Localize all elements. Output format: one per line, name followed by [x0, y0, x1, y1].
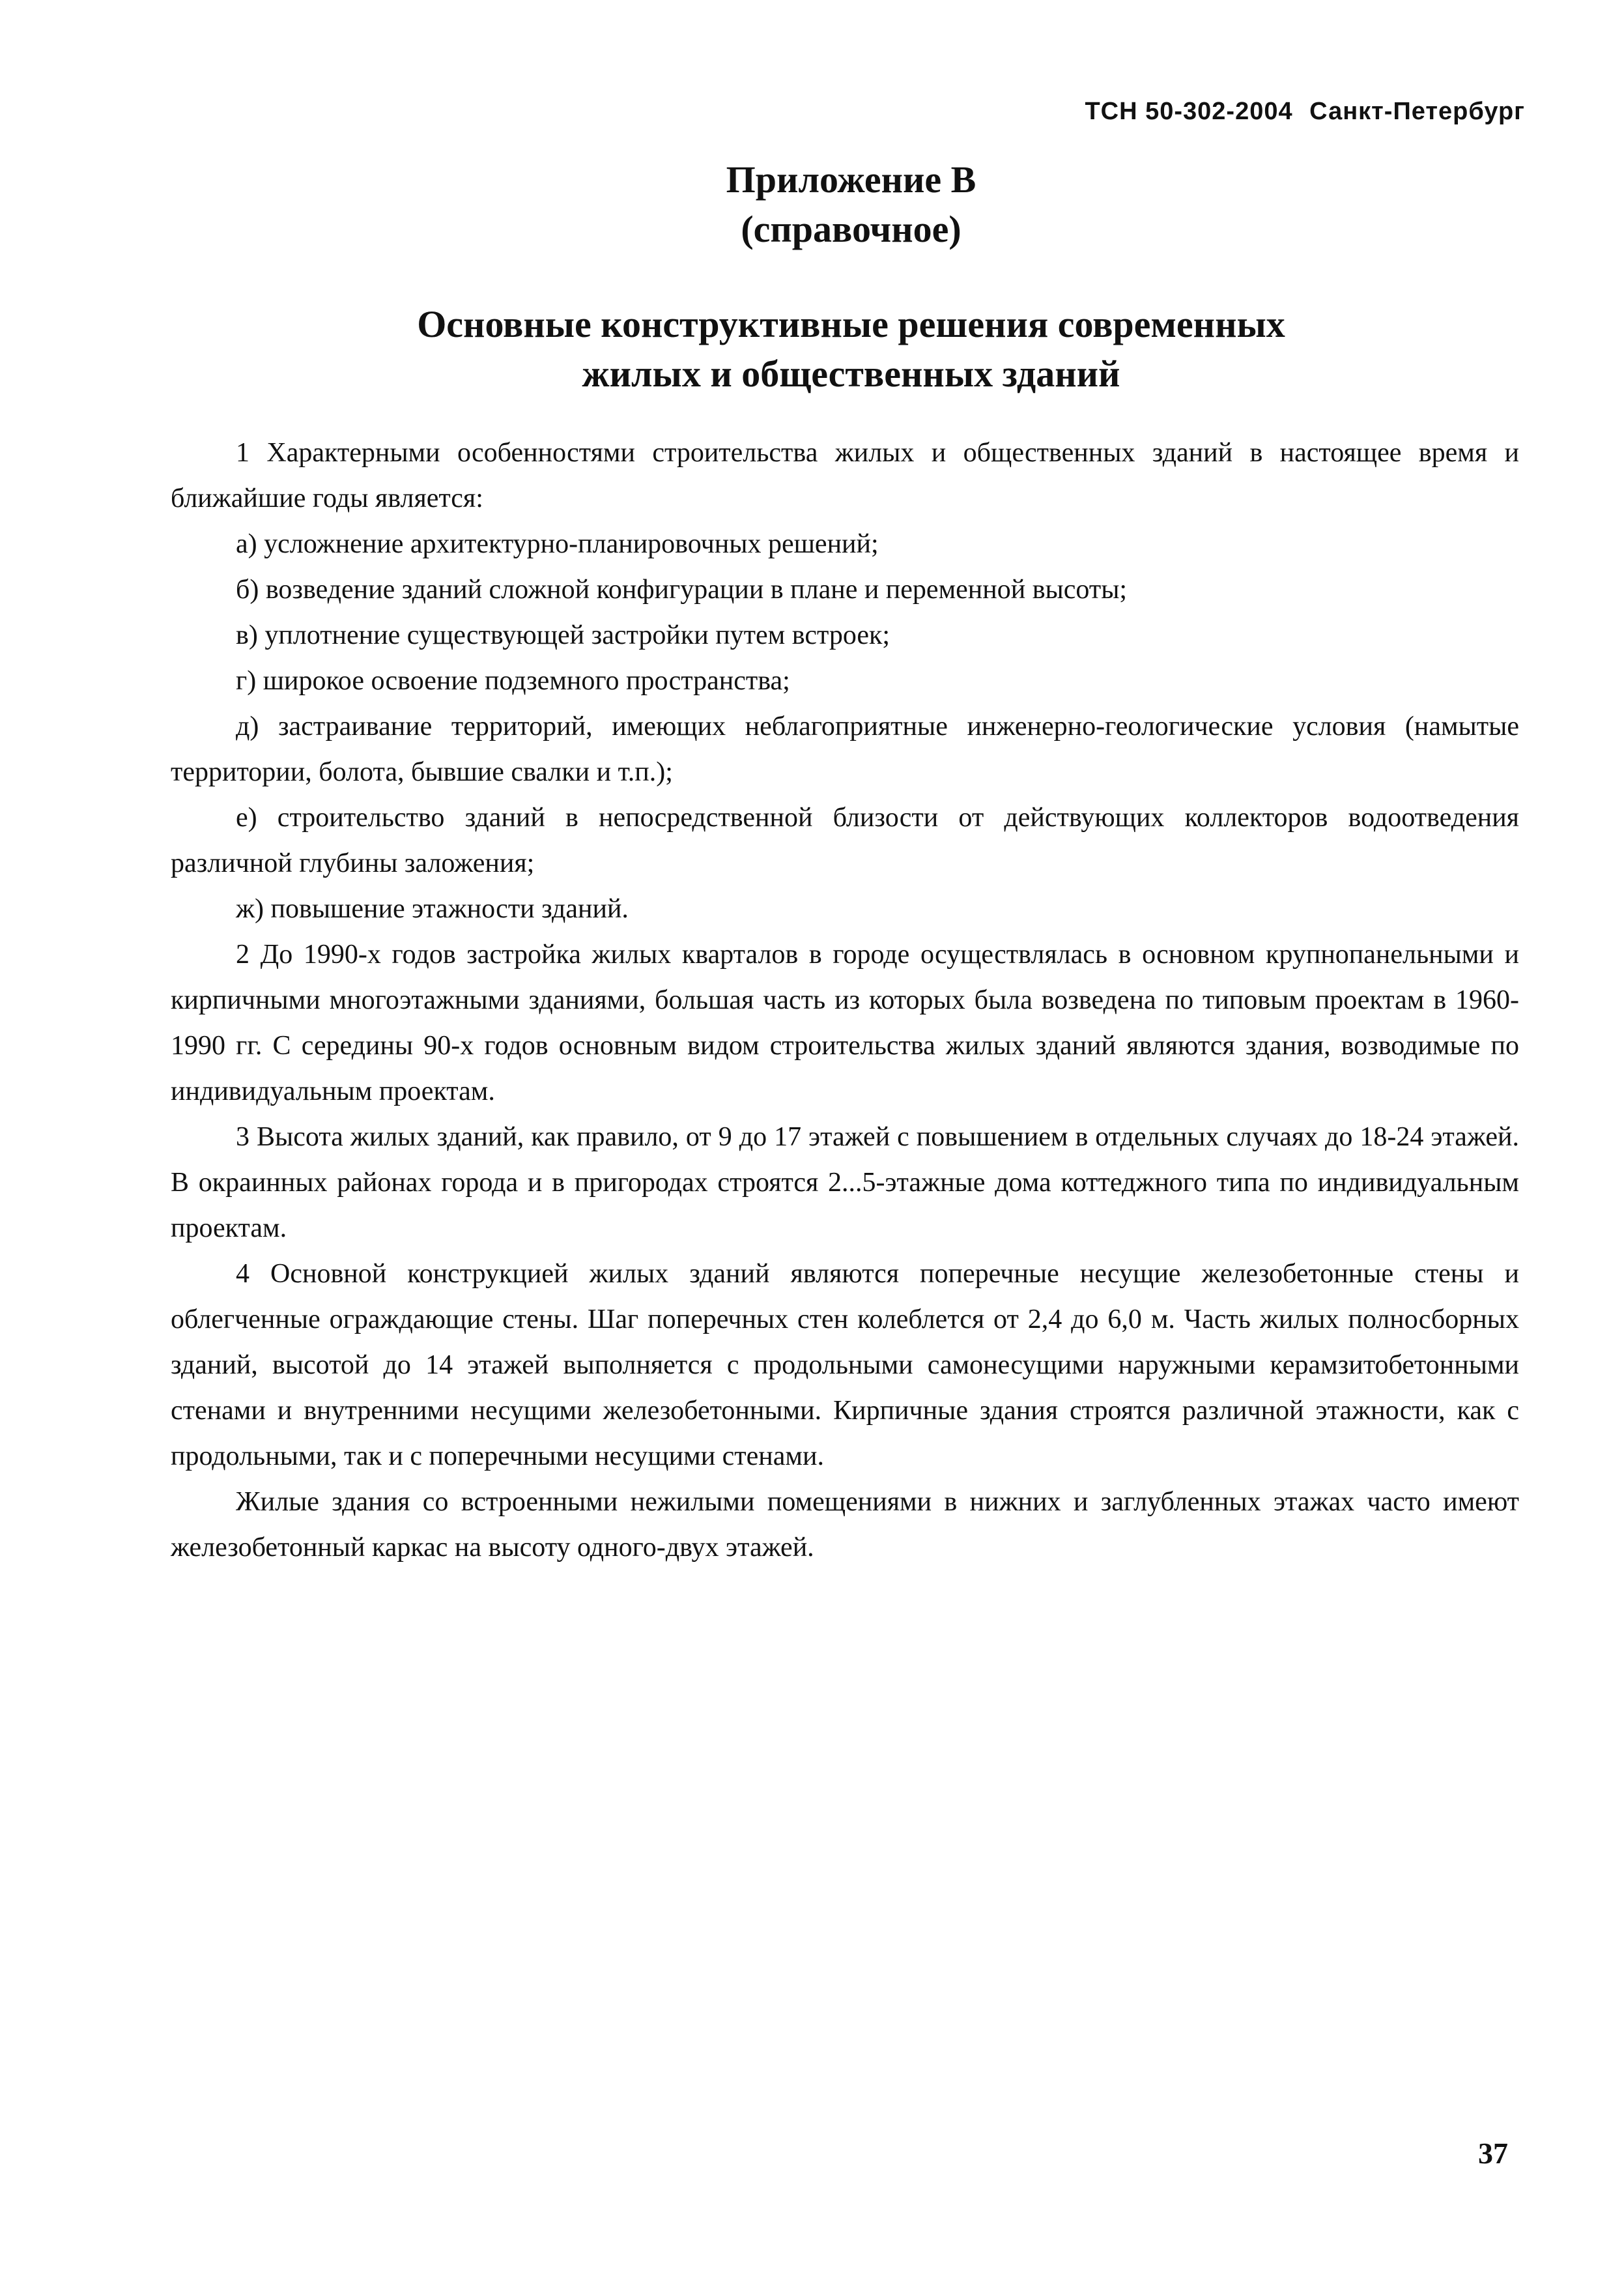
section-title-line-2: жилых и общественных зданий [582, 353, 1120, 395]
paragraph-5: Жилые здания со встроенными нежилыми помещениями в нижних и заглубленных этажах часто имеют железобетонный каркас на высоту одного-двух этажей. [171, 1487, 1519, 1563]
list-item-v: в) уплотнение существующей застройки путем встроек; [236, 620, 890, 650]
appendix-type: (справочное) [741, 208, 962, 250]
paragraph-3: 3 Высота жилых зданий, как правило, от 9 до 17 этажей с повышением в отдельных случаях до 18-24 этажей. В окраинных районах города и в пригородах строятся 2...5-этажные дома коттеджного типа по индивидуальным проектам. [171, 1122, 1519, 1243]
city-name: Санкт-Петербург [1309, 98, 1525, 125]
section-title-line-1: Основные конструктивные решения современных [417, 303, 1285, 345]
list-item-e: е) строительство зданий в непосредственной близости от действующих коллекторов водоотведения различной глубины заложения; [171, 803, 1519, 878]
page-number: 37 [1478, 2137, 1508, 2170]
list-item-b: б) возведение зданий сложной конфигурации в плане и переменной высоты; [236, 575, 1128, 605]
appendix-label: Приложение В [726, 158, 976, 201]
running-header [1076, 98, 1525, 126]
paragraph-2: 2 До 1990-х годов застройка жилых кварталов в городе осуществлялась в основном крупнопанельными и кирпичными многоэтажными зданиями, большая часть из которых была возведена по типовым проектам в 1960-1990 гг. С середины 90-х годов основным видом строительства жилых зданий являются здания, возводимые по индивидуальным проектам. [171, 940, 1519, 1106]
paragraph-4: 4 Основной конструкцией жилых зданий являются поперечные несущие железобетонные стены и облегченные ограждающие стены. Шаг поперечных стен колеблется от 2,4 до 6,0 м. Часть жилых полносборных зданий, высотой до 14 этажей выполняется с продольными самонесущими наружными керамзитобетонными стенами и внутренними несущими железобетонными. Кирпичные здания строятся различной этажности, как с продольными, так и с поперечными несущими стенами. [171, 1259, 1519, 1471]
list-item-zh: ж) повышение этажности зданий. [236, 894, 629, 924]
list-item-g: г) широкое освоение подземного пространства; [236, 666, 790, 696]
body-text [171, 430, 1519, 1570]
appendix-title [0, 155, 1624, 254]
standard-code: ТСН 50-302-2004 [1085, 98, 1293, 125]
list-item-d: д) застраивание территорий, имеющих неблагоприятные инженерно-геологические условия (намытые территории, болота, бывшие свалки и т.п.); [171, 712, 1519, 787]
section-title [0, 300, 1624, 399]
list-item-a: а) усложнение архитектурно-планировочных решений; [236, 529, 879, 559]
paragraph-1: 1 Характерными особенностями строительства жилых и общественных зданий в настоящее время и ближайшие годы является: [171, 438, 1519, 513]
